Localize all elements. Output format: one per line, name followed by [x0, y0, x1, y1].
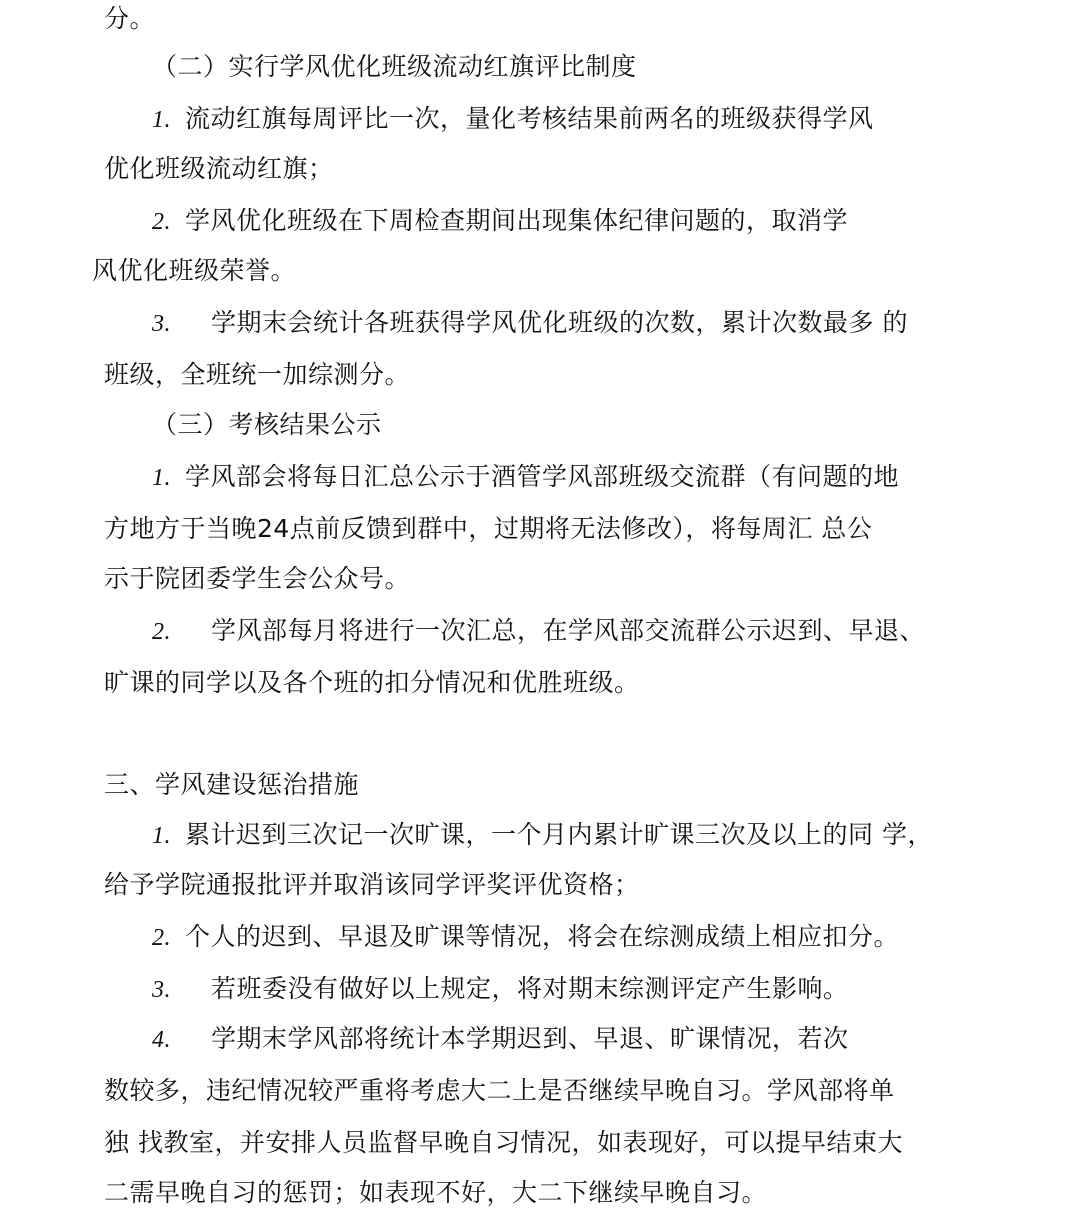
list-item	[152, 920, 899, 955]
list-item	[152, 614, 925, 649]
line-text: 分。	[104, 4, 156, 33]
line-text: 累计迟到三次记一次旷课，一个月内累计旷课三次及以上的同 学，	[185, 820, 933, 849]
line-text: 方地方于当晚24点前反馈到群中，过期将无法修改），将每周汇 总公	[104, 514, 873, 543]
item-number: 3.	[152, 311, 171, 337]
text-line	[104, 868, 640, 902]
line-text: 优化班级流动红旗；	[104, 154, 334, 183]
item-number: 2.	[152, 209, 171, 235]
line-text: 班级，全班统一加综测分。	[104, 360, 411, 389]
section-subheading	[152, 408, 382, 442]
list-item	[152, 460, 899, 495]
list-item	[152, 972, 849, 1007]
text-line	[104, 152, 334, 186]
section-heading	[104, 768, 359, 802]
line-text: 给予学院通报批评并取消该同学评奖评优资格；	[104, 870, 640, 899]
line-text: 流动红旗每周评比一次，量化考核结果前两名的班级获得学风	[185, 104, 874, 133]
line-text: 学风部会将每日汇总公示于酒管学风部班级交流群（有问题的地	[185, 462, 900, 491]
text-line	[104, 1074, 895, 1108]
line-text: 二需早晚自习的惩罚；如表现不好，大二下继续早晚自习。	[104, 1178, 768, 1207]
line-text: （二）实行学风优化班级流动红旗评比制度	[152, 52, 637, 81]
text-line	[104, 512, 872, 546]
text-line	[104, 358, 410, 392]
line-text: 旷课的同学以及各个班的扣分情况和优胜班级。	[104, 668, 640, 697]
item-number: 1.	[152, 465, 171, 491]
list-item	[152, 204, 848, 239]
line-text: 数较多，违纪情况较严重将考虑大二上是否继续早晚自习。学风部将单	[104, 1076, 895, 1105]
text-line	[104, 562, 410, 596]
line-text: 独 找教室，并安排人员监督早晚自习情况，如表现好，可以提早结束大	[104, 1128, 903, 1157]
text-line	[104, 2, 155, 36]
text-line	[104, 1126, 903, 1160]
line-text: 风优化班级荣誉。	[92, 256, 297, 285]
line-text: 学期末会统计各班获得学风优化班级的次数，累计次数最多 的	[211, 308, 908, 337]
text-line	[92, 254, 296, 288]
item-number: 2.	[152, 619, 171, 645]
item-number: 3.	[152, 977, 171, 1003]
line-text: 若班委没有做好以上规定，将对期末综测评定产生影响。	[211, 974, 849, 1003]
text-line	[104, 666, 640, 700]
list-item	[152, 1022, 849, 1057]
item-number: 4.	[152, 1027, 171, 1053]
item-number: 1.	[152, 107, 171, 133]
line-text: 学风部每月将进行一次汇总，在学风部交流群公示迟到、早退、	[211, 616, 926, 645]
line-text: 三、学风建设惩治措施	[104, 770, 360, 799]
section-subheading	[152, 50, 637, 84]
item-number: 2.	[152, 925, 171, 951]
line-text: （三）考核结果公示	[152, 410, 382, 439]
line-text: 学期末学风部将统计本学期迟到、早退、旷课情况，若次	[211, 1024, 849, 1053]
line-text: 示于院团委学生会公众号。	[104, 564, 411, 593]
list-item	[152, 306, 908, 341]
item-number: 1.	[152, 823, 171, 849]
text-line	[104, 1176, 767, 1210]
list-item	[152, 102, 874, 137]
line-text: 学风优化班级在下周检查期间出现集体纪律问题的，取消学	[185, 206, 849, 235]
line-text: 个人的迟到、早退及旷课等情况，将会在综测成绩上相应扣分。	[185, 922, 900, 951]
list-item	[152, 818, 933, 853]
